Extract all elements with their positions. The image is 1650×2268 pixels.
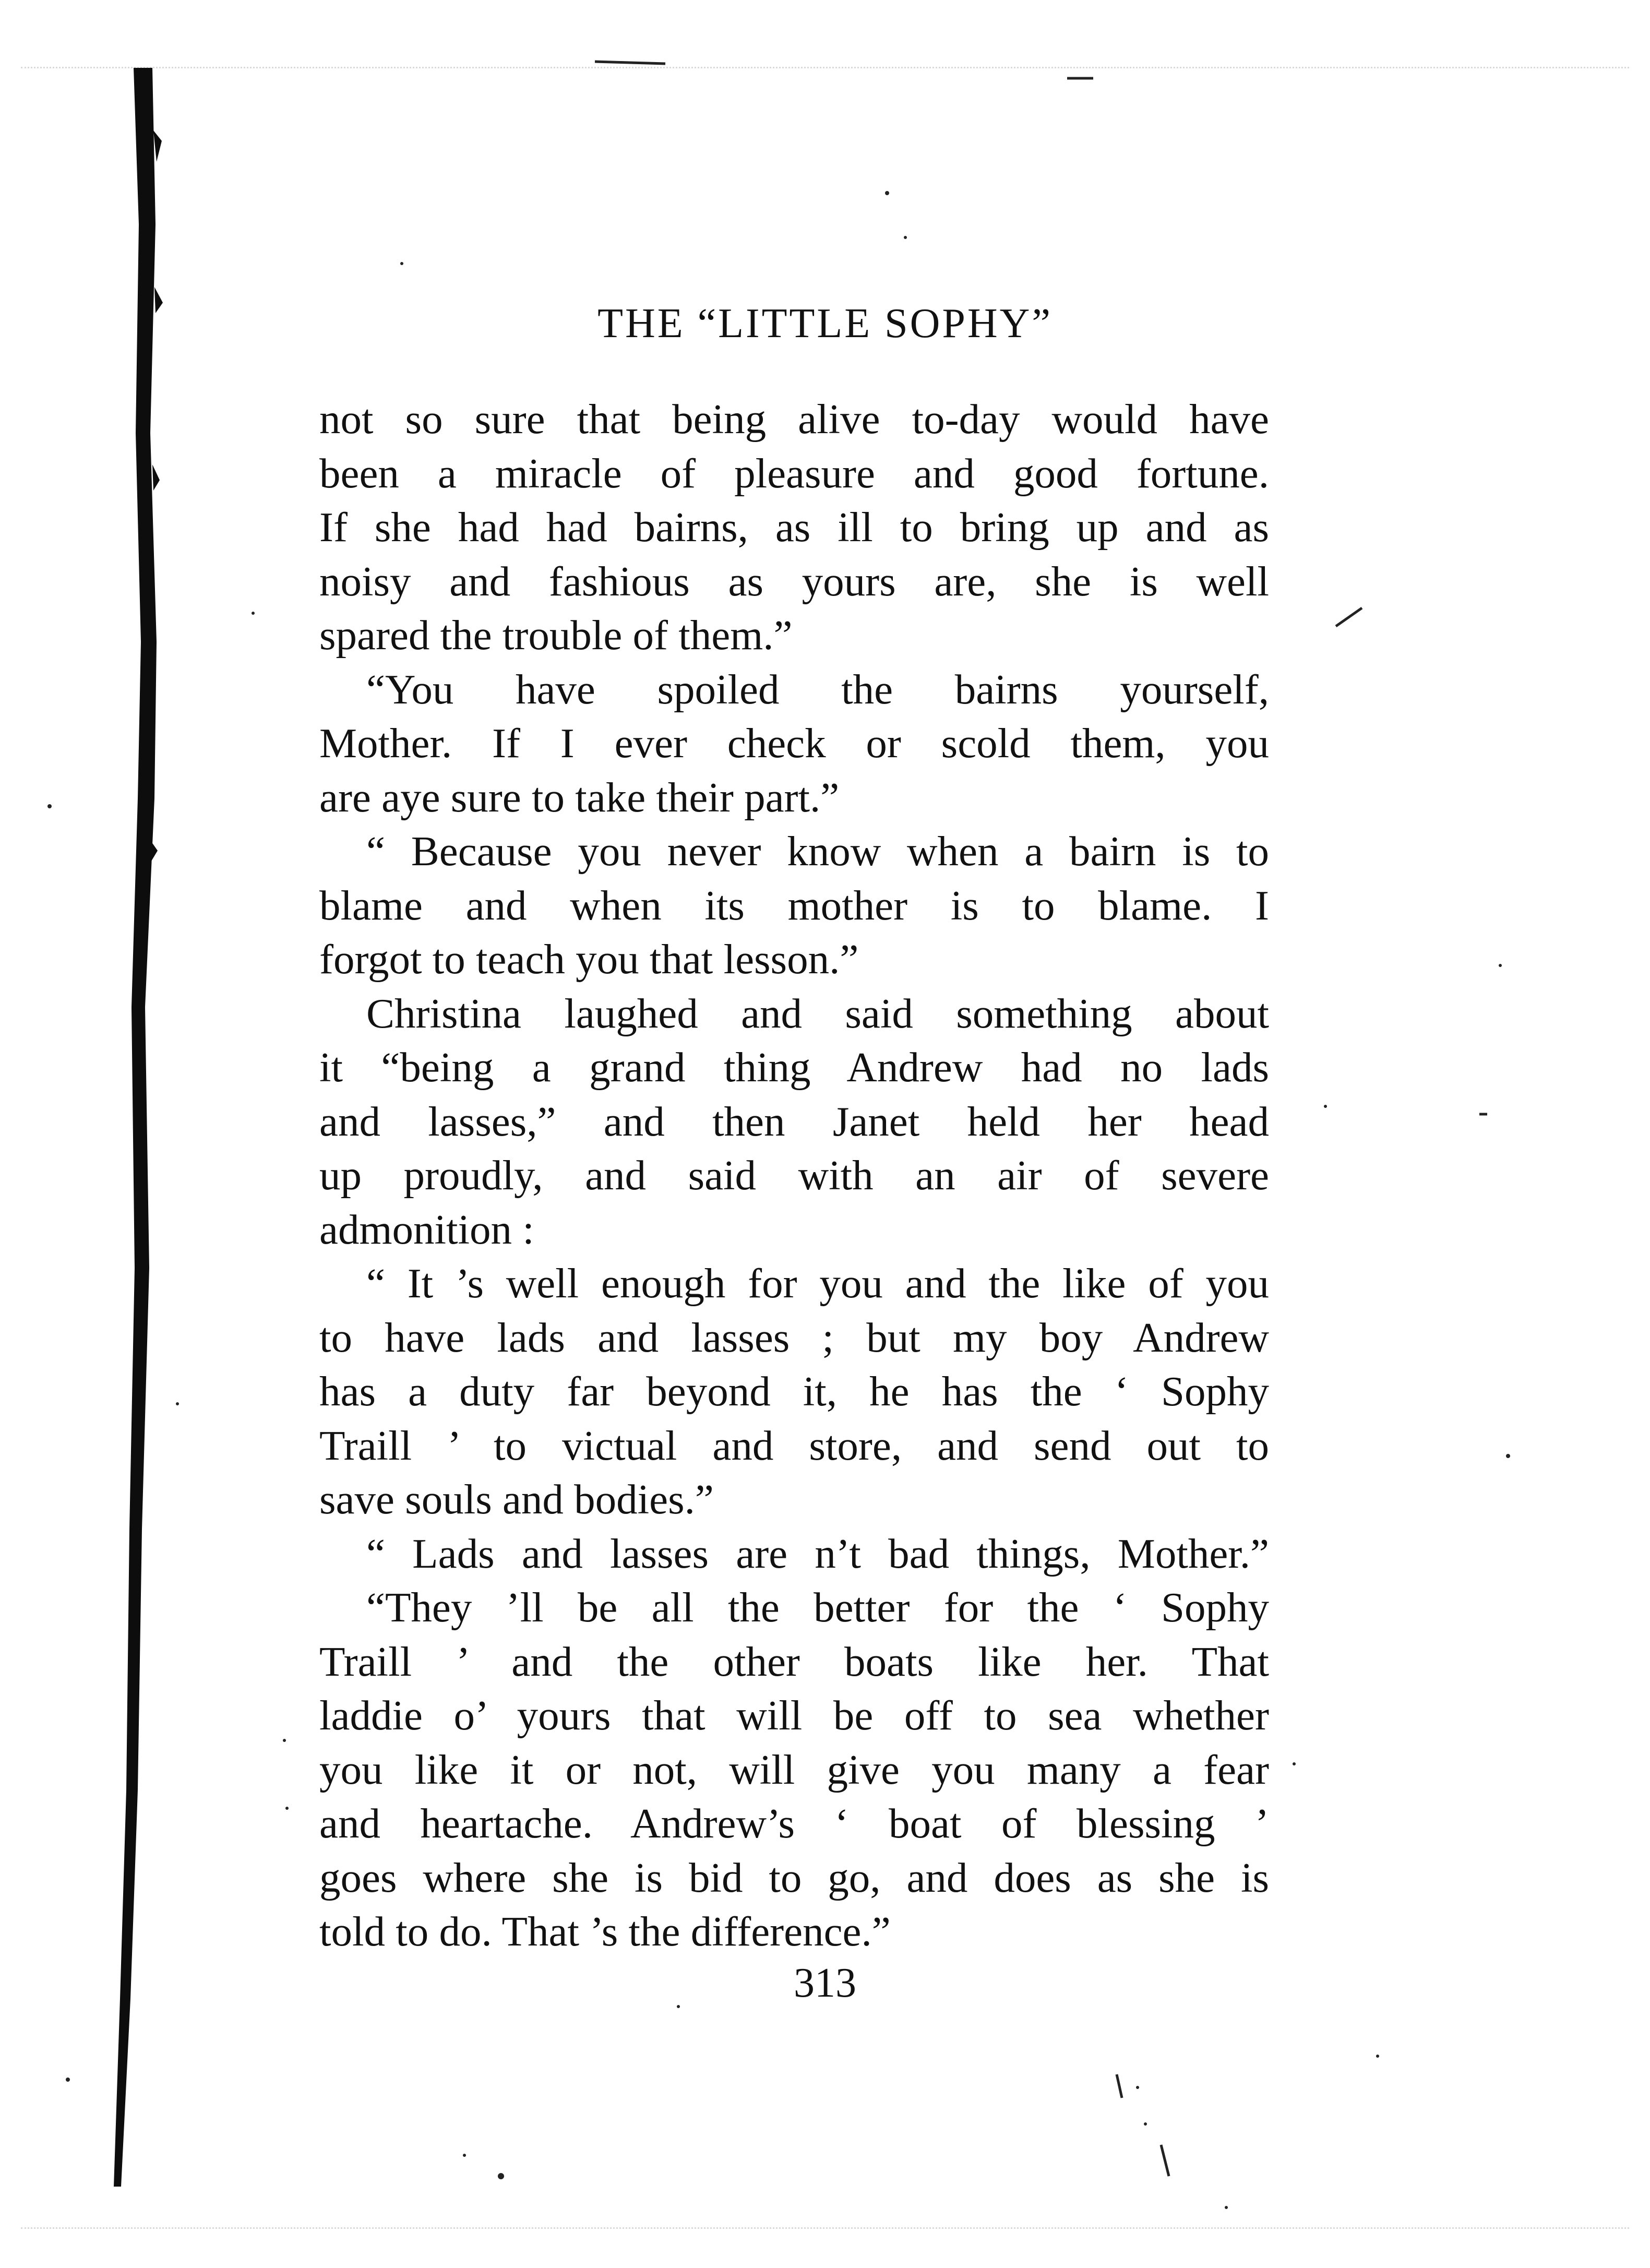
text-line: spared the trouble of them.” [319, 612, 793, 659]
text-line: Christina laughed and said something about [366, 989, 1269, 1037]
text-line: and heartache. Andrew’s ‘ boat of blessing ’ [319, 1800, 1269, 1847]
text-line: save souls and bodies.” [319, 1476, 714, 1523]
text-line: you like it or not, will give you many a fear [319, 1746, 1269, 1793]
running-head: THE “LITTLE SOPHY” [597, 301, 1053, 347]
text-line: Mother. If I ever check or scold them, you [319, 720, 1269, 767]
text-line: admonition : [319, 1205, 534, 1253]
text-line: If she had had bairns, as ill to bring up and as [319, 504, 1269, 551]
text-line: goes where she is bid to go, and does as she is [319, 1854, 1269, 1901]
text-line: “ Because you never know when a bairn is to [366, 828, 1269, 875]
text-line: blame and when its mother is to blame. I [319, 881, 1269, 929]
text-line: Traill ’ and the other boats like her. That [319, 1638, 1269, 1685]
text-line: to have lads and lasses ; but my boy Andrew [319, 1314, 1269, 1361]
text-line: “They ’ll be all the better for the ‘ Sophy [366, 1584, 1269, 1631]
text-line: are aye sure to take their part.” [319, 773, 840, 821]
text-line: forgot to teach you that lesson.” [319, 936, 859, 983]
text-line: “You have spoiled the bairns yourself, [366, 665, 1269, 713]
page-number: 313 [794, 1960, 856, 2006]
text-line: has a duty far beyond it, he has the ‘ Sophy [319, 1368, 1269, 1415]
text-line: “ Lads and lasses are n’t bad things, Mother.” [366, 1530, 1269, 1577]
text-line: told to do. That ’s the difference.” [319, 1908, 891, 1955]
text-line: noisy and fashious as yours are, she is well [319, 557, 1269, 605]
text-line: been a miracle of pleasure and good fortune. [319, 449, 1269, 497]
text-line: “ It ’s well enough for you and the like of you [366, 1260, 1269, 1307]
text-line: laddie o’ yours that will be off to sea whether [319, 1692, 1269, 1739]
text-line: up proudly, and said with an air of severe [319, 1152, 1269, 1199]
text-line: and lasses,” and then Janet held her head [319, 1097, 1269, 1145]
text-line: Traill ’ to victual and store, and send out to [319, 1422, 1269, 1469]
text-line: it “being a grand thing Andrew had no lads [319, 1044, 1269, 1091]
text-line: not so sure that being alive to-day would have [319, 396, 1269, 443]
